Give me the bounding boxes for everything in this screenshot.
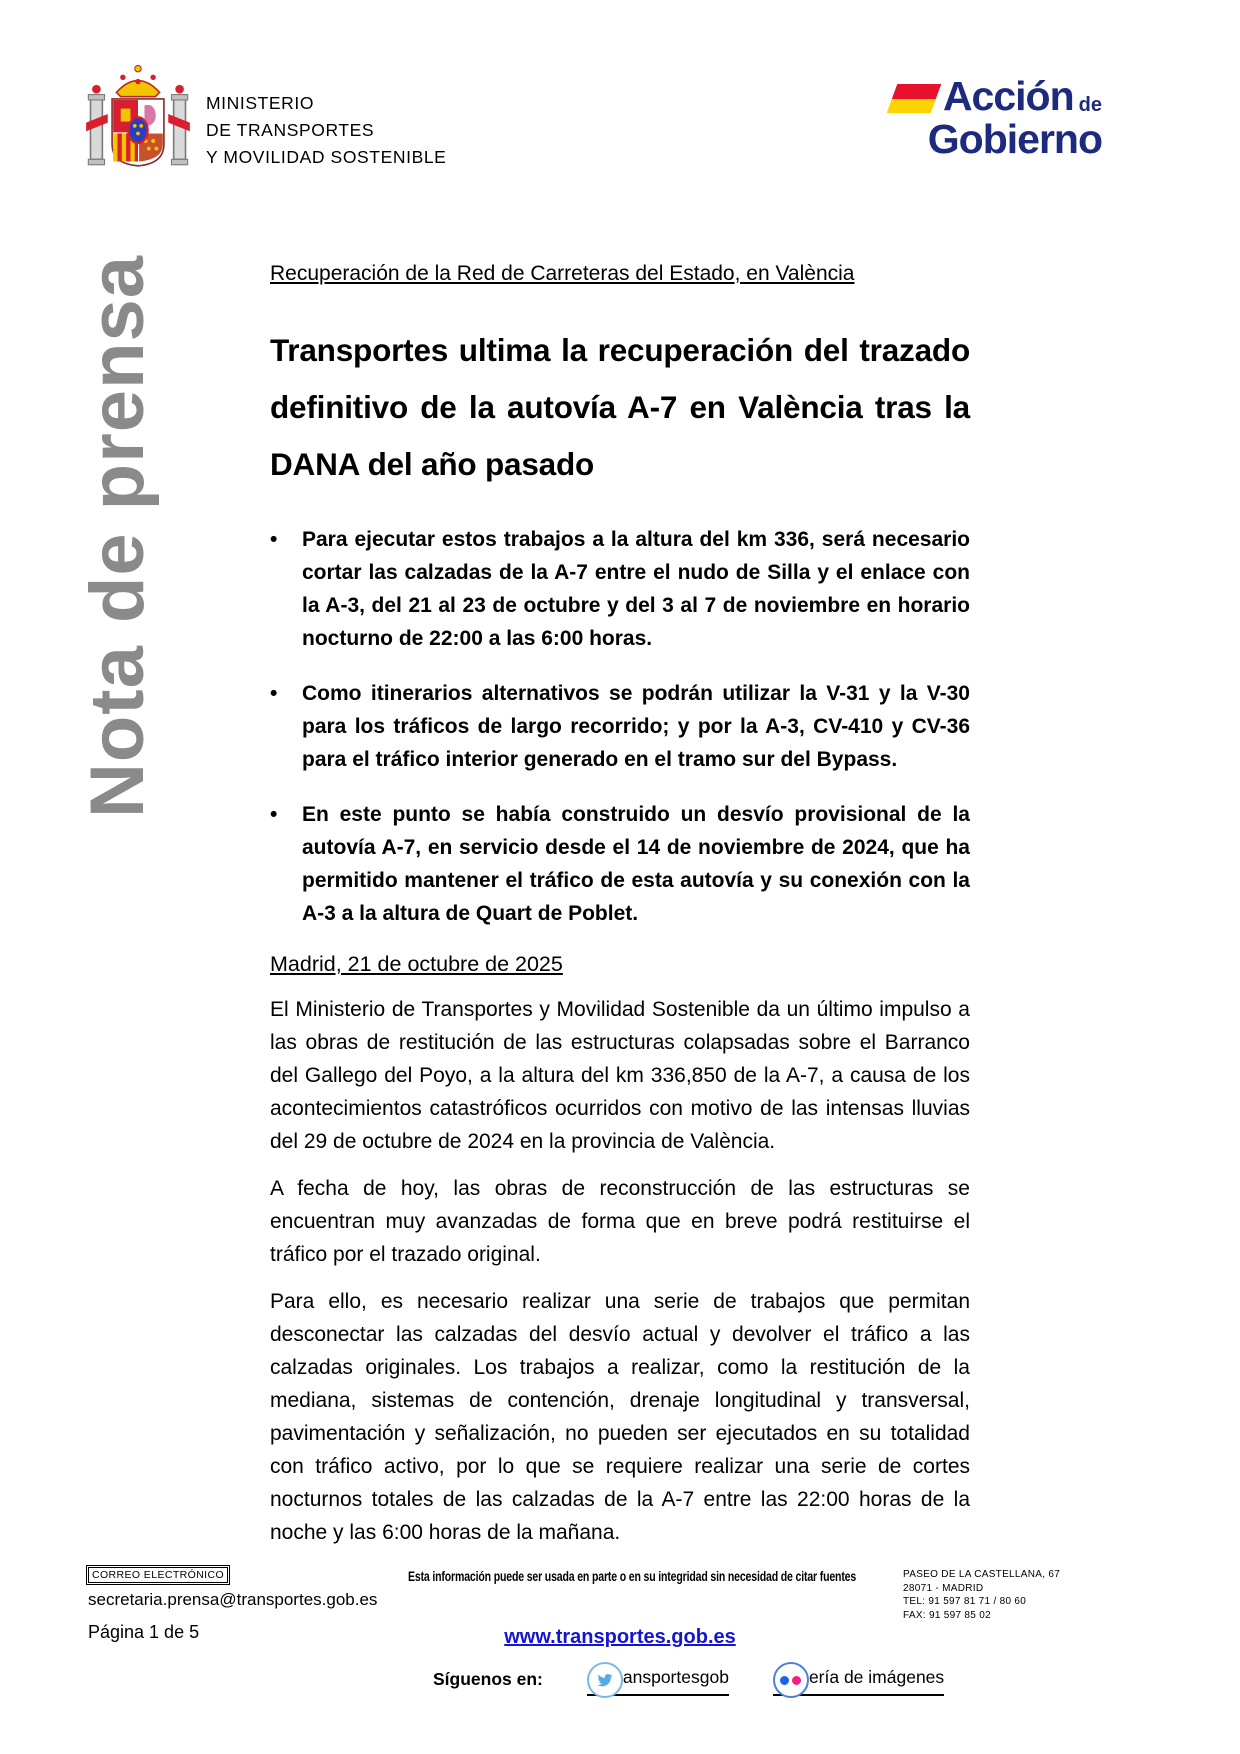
article-title: Transportes ultima la recuperación del trazado definitivo de la autovía A-7 en València tras la DANA del año pasado: [270, 332, 970, 482]
bullet-item: [270, 523, 970, 655]
bullet-marker: •: [270, 528, 278, 551]
paragraph: Para ello, es necesario realizar una serie de trabajos que permitan desconectar las calzadas del desvío actual y devolver el tráfico a las calzadas originales. Los trabajos a realizar, como la restitución de la mediana, sistemas de contención, drenaje longitudinal y transversal, pavimentación y señalización, no pueden ser ejecutados en su totalidad con tráfico activo, por lo que se requiere realizar una serie de cortes nocturnos totales de las calzadas de la A-7 entre las 22:00 horas de la noche y las 6:00 horas de la mañana.: [270, 1290, 970, 1544]
twitter-icon: [587, 1662, 623, 1698]
article-kicker: Recuperación de la Red de Carreteras del Estado, en València: [270, 262, 855, 285]
accion-de-gobierno-logo: [892, 73, 1102, 162]
bullet-text: En este punto se había construido un desvío provisional de la autovía A-7, en servicio desde el 14 de noviembre de 2024, que ha permitido mantener el tráfico de esta autovía y su conexión con la A-3 a la altura de Quart de Poblet.: [302, 803, 970, 925]
bullet-marker: •: [270, 682, 278, 705]
flickr-icon: [773, 1662, 809, 1698]
spain-flag-icon: [887, 84, 942, 113]
bullet-item: [270, 677, 970, 776]
website-link[interactable]: www.transportes.gob.es: [504, 1626, 736, 1648]
address-line: TEL: 91 597 81 71 / 80 60: [903, 1596, 1027, 1607]
twitter-link[interactable]: [587, 1662, 729, 1696]
bullet-item: [270, 798, 970, 930]
ministry-name: [206, 90, 446, 171]
address-line: PASEO DE LA CASTELLANA, 67: [903, 1569, 1061, 1580]
nota-de-prensa-vertical-label: Nota de prensa: [75, 254, 160, 818]
bullet-marker: •: [270, 803, 278, 826]
correo-electronico-label: CORREO ELECTRÓNICO: [88, 1567, 228, 1583]
address-line: FAX: 91 597 85 02: [903, 1609, 991, 1621]
website-row: [270, 1626, 970, 1649]
accion-de-word: de: [1078, 94, 1102, 116]
press-email: secretaria.prensa@transportes.gob.es: [88, 1590, 378, 1609]
accion-word: Acción: [942, 73, 1074, 119]
follow-us-label: Síguenos en:: [433, 1668, 543, 1689]
page-number: Página 1 de 5: [88, 1622, 200, 1642]
ministry-line-2: DE TRANSPORTES: [206, 120, 375, 140]
ministry-line-1: MINISTERIO: [206, 93, 315, 113]
spain-coat-of-arms-logo: [84, 60, 192, 168]
image-gallery-link[interactable]: [773, 1662, 944, 1696]
bullet-text: Como itinerarios alternativos se podrán utilizar la V-31 y la V-30 para los tráficos de largo recorrido; y por la A-3, CV-410 y CV-36 para el tráfico interior generado en el tramo sur del Bypass.: [302, 682, 970, 771]
ministry-line-3: Y MOVILIDAD SOSTENIBLE: [206, 147, 447, 167]
address-line: 28071 - MADRID: [903, 1582, 984, 1594]
reuse-disclaimer: Esta información puede ser usada en parte o en su integridad sin necesidad de citar fuentes: [408, 1569, 857, 1584]
gallery-link-text: ería de imágenes: [808, 1666, 945, 1687]
social-follow-row: [433, 1662, 944, 1696]
bullet-list: [270, 523, 970, 930]
article-body: [270, 262, 970, 1563]
paragraph: A fecha de hoy, las obras de reconstrucción de las estructuras se encuentran muy avanzadas de forma que en breve podrá restituirse el tráfico por el trazado original.: [270, 1177, 970, 1266]
twitter-handle-text: ansportesgob: [622, 1666, 729, 1687]
dateline: Madrid, 21 de octubre de 2025: [270, 952, 563, 976]
gobierno-word: Gobierno: [927, 116, 1102, 162]
bullet-text: Para ejecutar estos trabajos a la altura del km 336, será necesario cortar las calzadas de la A-7 entre el nudo de Silla y el enlace con la A-3, del 21 al 23 de octubre y del 3 al 7 de noviembre en horario nocturno de 22:00 a las 6:00 horas.: [302, 528, 970, 650]
footer-address-block: [903, 1568, 1060, 1622]
paragraph: El Ministerio de Transportes y Movilidad Sostenible da un último impulso a las obras de restitución de las estructuras colapsadas sobre el Barranco del Gallego del Poyo, a la altura del km 336,850 de la A-7, a causa de los acontecimientos catastróficos ocurridos con motivo de las intensas lluvias del 29 de octubre de 2024 en la provincia de València.: [270, 998, 970, 1153]
